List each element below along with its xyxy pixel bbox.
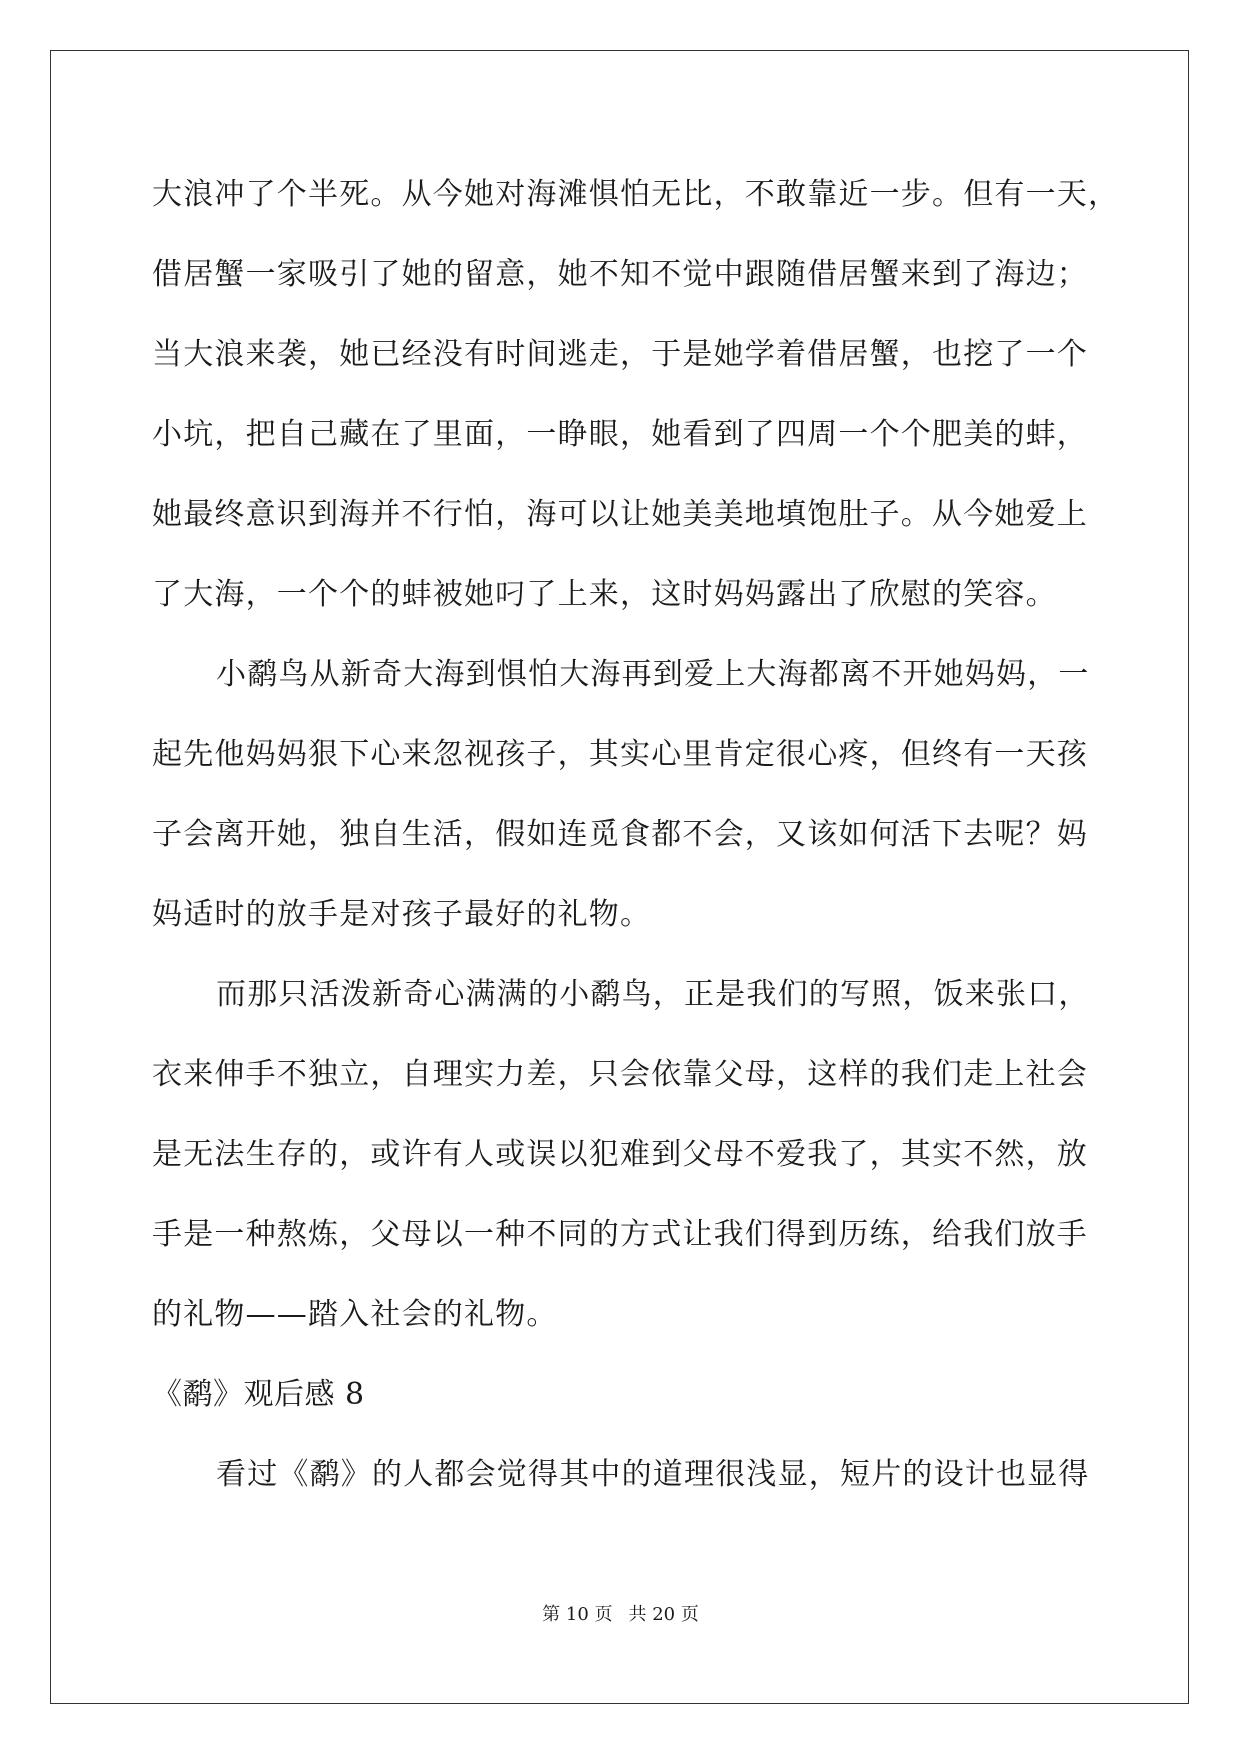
document-body (152, 165, 1120, 1525)
text-line: 当大浪来袭，她已经没有时间逃走，于是她学着借居蟹，也挖了一个 (152, 337, 1088, 372)
text-line: 她最终意识到海并不行怕，海可以让她美美地填饱肚子。从今她爱上 (152, 497, 1088, 532)
text-line: 的礼物——踏入社会的礼物。 (152, 1297, 558, 1332)
text-line: 小坑，把自己藏在了里面，一睁眼，她看到了四周一个个肥美的蚌， (152, 417, 1088, 452)
text-line: 借居蟹一家吸引了她的留意，她不知不觉中跟随借居蟹来到了海边； (152, 257, 1088, 292)
text-line: 是无法生存的，或许有人或误以犯难到父母不爱我了，其实不然，放 (152, 1137, 1088, 1172)
current-page-number: 第 10 页 (542, 1604, 613, 1625)
text-line: 子会离开她，独自生活，假如连觅食都不会，又该如何活下去呢？妈 (152, 817, 1088, 852)
text-line: 大浪冲了个半死。从今她对海滩惧怕无比，不敢靠近一步。但有一天， (152, 177, 1120, 212)
text-line: 妈适时的放手是对孩子最好的礼物。 (152, 897, 652, 932)
section-heading: 《鹬》观后感 8 (152, 1377, 365, 1412)
paragraph-first-line: 而那只活泼新奇心满满的小鹬鸟，正是我们的写照，饭来张口， (216, 977, 1090, 1012)
page-footer (0, 1600, 1241, 1626)
paragraph-first-line: 看过《鹬》的人都会觉得其中的道理很浅显，短片的设计也显得 (216, 1457, 1090, 1492)
text-line: 手是一种熬炼，父母以一种不同的方式让我们得到历练，给我们放手 (152, 1217, 1088, 1252)
total-page-count: 共 20 页 (628, 1604, 699, 1625)
text-line: 起先他妈妈狠下心来忽视孩子，其实心里肯定很心疼，但终有一天孩 (152, 737, 1088, 772)
text-line: 了大海，一个个的蚌被她叼了上来，这时妈妈露出了欣慰的笑容。 (152, 577, 1057, 612)
text-line: 衣来伸手不独立，自理实力差，只会依靠父母，这样的我们走上社会 (152, 1057, 1088, 1092)
paragraph-first-line: 小鹬鸟从新奇大海到惧怕大海再到爱上大海都离不开她妈妈，一 (216, 657, 1090, 692)
